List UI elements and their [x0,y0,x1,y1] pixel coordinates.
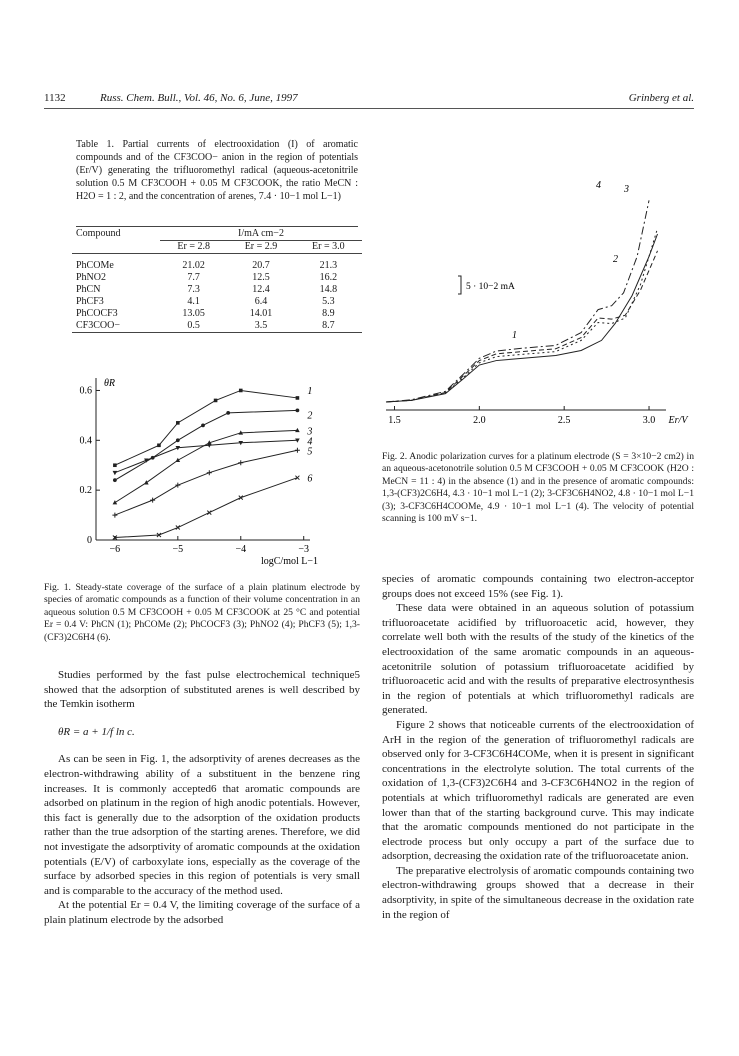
table-cell: PhCF3 [76,296,104,307]
paragraph: Figure 2 shows that noticeable currents of the electrooxidation of ArH in the region of the generation of trifluoromethyl radicals are observed only for 3-CF3C6H4COMe, when it is present in significant concentrations in the electrolyte solution. The total currents of the oxidation of 1,3-(CF3)2C6H4 and 3-CF3C6H4NO2 in the region of potentials at which trifluoromethyl radicals are generated are even lower than that of the starting background curve. This may indicate that the aromatic compounds mentioned do not participate in the electrode process but only occupy a part of the surface due to adsorption, decreasing the oxidation rate of the trifluoroacetate anion. [382,718,694,863]
right-column [382,572,694,922]
table-row [72,272,362,284]
data-point [157,443,161,447]
x-tick-label: −3 [298,544,310,555]
x-tick-label: −4 [235,544,247,555]
x-tick-label: 2.0 [473,415,486,426]
figure-1-chart [40,368,370,580]
table-cell: PhCN [76,284,101,295]
series-label: 2 [307,410,313,422]
data-point [214,399,218,403]
data-point [296,396,300,400]
table-subhead: Er = 2.8 [177,241,210,252]
curve-label: 1 [512,330,517,341]
table-cell: PhNO2 [76,272,107,283]
series-label: 5 [307,446,313,458]
y-tick-label: 0.2 [79,485,92,497]
table-cell: 0.5 [187,320,200,331]
data-point [295,448,300,453]
temkin-equation: θR = a + 1/f ln c. [58,725,135,738]
table-cell: 6.4 [254,296,268,307]
paragraph: As can be seen in Fig. 1, the adsorptivity of arenes decreases as the electron-withdrawing ability of a substituent in the benzene ring increases. It is commonly accepted6 that aromatic compounds are adsorbed on platinum in the region of high anodic potentials. However, this fact is generally due to the adsorption of the oxidation products rather than the true adsorption of the starting arenes. Therefore, we did not investigate the adsorptivity of aromatic compounds at the oxidation potentials (E/V) of carboxylate ions, especially as the coverage of the surface by adsorbed species in this region of potentials is very small and is comparable to the accuracy of the method used. [44,753,360,897]
data-point [112,513,117,518]
header-rule [44,108,694,109]
series-label: 4 [307,436,313,448]
table-subhead: Er = 3.0 [312,241,345,252]
x-axis-label: logC/mol L−1 [260,556,318,567]
data-point [113,463,117,467]
scale-bar [458,276,461,294]
figure-2-chart [376,130,696,452]
table-subhead: Er = 2.9 [244,241,278,252]
data-point [239,389,243,393]
series-label: 3 [307,426,313,438]
data-point [176,438,180,442]
data-point [150,498,155,503]
curve-4 [386,200,649,402]
data-point [113,500,118,504]
table-cell: PhCOCF3 [76,308,118,319]
curve-label: 4 [596,180,601,191]
scale-bar-label: 5 · 10−2 mA [466,282,515,292]
series-label: 6 [307,473,313,485]
series-6-line [115,478,298,538]
data-point [175,483,180,488]
table-cell: 8.7 [322,320,335,331]
table-cell: 14.8 [319,284,338,295]
table-cell: 5.3 [322,296,335,307]
y-tick-label: 0.4 [79,435,92,447]
table-row [72,284,362,296]
table-cell: 21.3 [319,260,338,271]
curve-label: 3 [624,184,629,195]
table-cell: 14.01 [249,308,273,319]
paragraph: species of aromatic compounds containing two electron-acceptor groups does not exceed 15% (see Fig. 1). [382,573,694,600]
y-tick-label: 0 [87,535,92,546]
data-point [176,526,180,530]
curve-2 [386,251,658,402]
x-axis-label: Er/V [668,415,688,426]
table-top-rule [76,226,358,227]
figure-1-caption: Fig. 1. Steady-state coverage of the surface of a plain platinum electrode by species of aromatic compounds as a function of their volume concentration in an aqueous solution 0.5 M CF3COOH + 0.05 M CF3COOK at 25 °C and potential Er = 0.4 V: PhCN (1); PhCOMe (2); PhCOCF3 (3); PhNO2 (4); PhCF3 (5); 1,3-(CF3)2C6H4 (6). [44,582,360,643]
table-cell: 8.9 [322,308,335,319]
table-cell: 4.1 [187,296,200,307]
y-axis-label: θR [104,378,116,389]
table-row [72,308,362,320]
table-row [72,260,362,272]
table-head-current: I/mA cm−2 [160,228,362,241]
table-cell: 13.05 [182,308,205,319]
table-cell: 7.7 [187,272,200,283]
data-point [201,423,205,427]
table-cell: 7.3 [187,284,200,295]
table-cell: 16.2 [319,272,338,283]
table-cell: 21.02 [182,260,205,271]
table-caption: Table 1. Partial currents of electrooxidation (I) of aromatic compounds and of the CF3COO− anion in the region of potentials (Er/V) generating the trifluoromethyl radical (aqueous-acetonitrile solution 0.5 M CF3COOH + 0.05 M CF3COOK, the ratio MeCN : H2O = 1 : 2, and the concentration of arenes, 7.4 · 10−1 mol L−1) [76,139,358,202]
x-tick-label: 1.5 [388,415,401,426]
paragraph: These data were obtained in an aqueous solution of potassium trifluoroacetate acidified by trifluoroacetic acid, however, they correlate well both with the results of the study of the kinetics of the electrooxidation of the same aromatic compounds in an aqueous-acetonitrile solution of potassium trifluoroacetate acidified by trifluoroacetic acid and with the results of preparative electrosynthesis in the region of potentials at which trifluoromethyl radicals are generated. [382,602,694,717]
data-point [176,421,180,425]
x-tick-label: 3.0 [642,415,656,426]
table-cell: 12.5 [252,272,270,283]
data-point [238,460,243,465]
series-label: 1 [307,385,313,397]
figure-2-caption: Fig. 2. Anodic polarization curves for a platinum electrode (S = 3×10−2 cm2) in an aqueous-acetonotrile solution 0.5 M CF3COOH + 0.05 M CF3COOK (H2O : MeCN = 11 : 4) in the absence (1) and in the presence of aromatic compounds: 1,3-(CF3)2C6H4, 4.3 · 10−1 mol L−1 (2); 3-CF3C6H4NO2, 4.8 · 10−1 mol L−1 (3); 3-CF3C6H4COOMe, 4.9 · 10−1 mol L−1 (4). The velocity of potential scanning is 100 mV s−1. [382,451,694,525]
data-point [226,411,230,415]
table-row [72,296,362,308]
page-number: 1132 [44,92,66,104]
journal-reference: Russ. Chem. Bull., Vol. 46, No. 6, June, 1997 [100,92,298,104]
x-tick-label: −5 [172,544,184,555]
table-cell: 12.4 [252,284,270,295]
data-point [296,409,300,413]
data-table [72,228,362,333]
paragraph: Studies performed by the fast pulse electrochemical technique5 showed that the adsorption of substituted arenes is well described by the Temkin isotherm [44,669,360,711]
data-point [113,478,117,482]
paragraph: At the potential Er = 0.4 V, the limiting coverage of the surface of a plain platinum electrode by the adsorbed [44,899,360,926]
series-1-line [115,390,298,465]
data-point [144,480,149,484]
table-cell: 3.5 [254,320,268,331]
table-cell: 20.7 [252,260,270,271]
x-tick-label: 2.5 [557,415,571,426]
y-tick-label: 0.6 [79,385,92,397]
table-head-compound: Compound [76,228,121,240]
table-row [72,320,362,333]
table-cell: PhCOMe [76,260,114,271]
left-column [44,668,360,928]
data-point [207,470,212,475]
paragraph: The preparative electrolysis of aromatic compounds containing two electron-withdrawing groups showed that a decrease in their adsorptivity, in spite of the simultaneous decrease in the oxidation rate in the region of [382,864,694,921]
x-tick-label: −6 [109,544,121,555]
data-point [207,511,211,515]
series-5-line [115,450,298,515]
table-cell: CF3COO− [76,320,120,331]
curve-label: 2 [613,254,618,265]
running-authors: Grinberg et al. [628,92,694,104]
data-point [113,471,118,475]
